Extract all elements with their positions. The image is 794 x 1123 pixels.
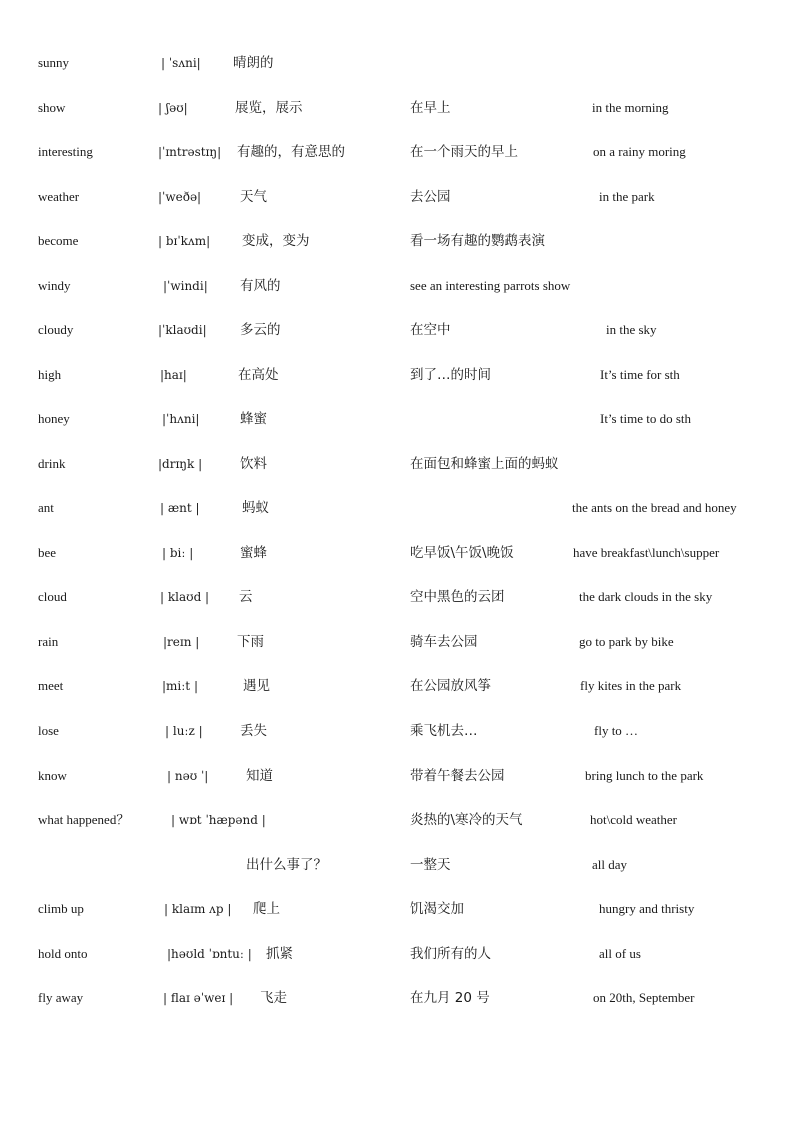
phrase-english: see an interesting parrots show: [410, 278, 571, 293]
vocab-meaning: 在高处: [238, 367, 279, 383]
vocab-phonetic: |drɪŋk |: [158, 457, 203, 471]
vocab-meaning: 展览，展示: [235, 100, 303, 116]
phrase-english: hot\cold weather: [590, 812, 677, 827]
vocab-phonetic: |ˈklaʊdi|: [158, 323, 207, 337]
phrase-english: hungry and thristy: [599, 901, 695, 916]
vocab-meaning: 爬上: [253, 901, 280, 917]
vocab-row: [0, 275, 794, 297]
phrase-chinese: 带着午餐去公园: [410, 768, 505, 784]
vocab-row: [0, 186, 794, 208]
phrase-english: in the park: [599, 189, 655, 204]
phrase-chinese: 一整天: [410, 857, 451, 873]
vocab-meaning: 遇见: [243, 678, 270, 694]
vocab-phonetic: |həʊld ˈɒntuː |: [167, 947, 252, 961]
phrase-chinese: 看一场有趣的鹦鹉表演: [410, 233, 545, 249]
vocab-meaning: 抓紧: [266, 946, 293, 962]
vocab-word: rain: [38, 634, 59, 649]
vocab-row: [0, 408, 794, 430]
vocab-word: cloudy: [38, 322, 74, 337]
vocab-row: [0, 542, 794, 564]
vocab-word: show: [38, 100, 66, 115]
vocab-word: climb up: [38, 901, 84, 916]
phrase-english: the ants on the bread and honey: [572, 500, 737, 515]
vocab-phonetic: |reɪn |: [163, 635, 200, 649]
vocab-row: [0, 765, 794, 787]
vocab-word: know: [38, 768, 67, 783]
vocab-row: [0, 854, 794, 876]
vocab-meaning: 天气: [240, 189, 267, 205]
vocab-word: weather: [38, 189, 80, 204]
vocab-word: hold onto: [38, 946, 88, 961]
vocab-word: cloud: [38, 589, 67, 604]
vocab-phonetic: | bɪˈkʌm|: [158, 234, 211, 248]
vocab-phonetic: | ʃəʊ|: [158, 101, 188, 115]
vocab-meaning: 知道: [246, 768, 273, 784]
vocab-row: [0, 497, 794, 519]
vocab-word: drink: [38, 456, 66, 471]
vocab-phonetic: | klaʊd |: [160, 590, 210, 604]
phrase-chinese: 在面包和蜂蜜上面的蚂蚁: [410, 456, 559, 472]
vocab-word: lose: [38, 723, 59, 738]
vocab-row: [0, 809, 794, 831]
phrase-chinese: 去公园: [410, 189, 451, 205]
vocab-row: [0, 141, 794, 163]
vocab-word: meet: [38, 678, 64, 693]
phrase-chinese: 饥渴交加: [410, 901, 464, 917]
vocab-meaning: 变成，变为: [242, 233, 310, 249]
vocab-row: [0, 987, 794, 1009]
vocab-phonetic: |haɪ|: [160, 368, 187, 382]
vocab-row: [0, 52, 794, 74]
vocab-row: [0, 720, 794, 742]
vocab-meaning: 飞走: [260, 990, 287, 1006]
phrase-chinese: 到了…的时间: [410, 367, 491, 383]
phrase-english: the dark clouds in the sky: [579, 589, 713, 604]
phrase-english: It’s time for sth: [600, 367, 680, 382]
phrase-english: go to park by bike: [579, 634, 674, 649]
vocab-word: ant: [38, 500, 54, 515]
vocab-word: sunny: [38, 55, 70, 70]
phrase-chinese: 在一个雨天的早上: [410, 144, 518, 160]
vocab-word: windy: [38, 278, 71, 293]
phrase-chinese: 乘飞机去…: [410, 723, 478, 739]
vocab-word: bee: [38, 545, 57, 560]
vocab-phonetic: | nəʊ ˈ|: [167, 769, 209, 783]
phrase-chinese: 在公园放风筝: [410, 678, 491, 694]
vocab-phonetic: | flaɪ əˈweɪ |: [163, 991, 234, 1005]
vocab-word: high: [38, 367, 62, 382]
vocab-row: [0, 453, 794, 475]
phrase-english: on 20th, September: [593, 990, 695, 1005]
phrase-chinese: 在空中: [410, 322, 451, 338]
vocab-meaning: 有趣的，有意思的: [237, 144, 345, 160]
vocab-row: [0, 631, 794, 653]
vocab-phonetic: |ˈɪntrəstɪŋ|: [158, 145, 222, 159]
vocab-meaning: 晴朗的: [233, 55, 274, 71]
phrase-english: It’s time to do sth: [600, 411, 691, 426]
vocab-meaning: 多云的: [240, 322, 281, 338]
phrase-chinese: 骑车去公园: [410, 634, 478, 650]
vocab-phonetic: |ˈwindi|: [163, 279, 208, 293]
phrase-english: all day: [592, 857, 628, 872]
phrase-english: fly to …: [594, 723, 639, 738]
vocab-meaning: 出什么事了？: [246, 857, 327, 873]
vocab-phonetic: | wɒt ˈhæpənd |: [171, 813, 266, 827]
vocab-phonetic: |ˈhʌni|: [162, 412, 200, 426]
vocab-row: [0, 943, 794, 965]
vocab-row: [0, 586, 794, 608]
vocab-phonetic: |ˈweðə|: [158, 190, 202, 204]
vocab-meaning: 蜂蜜: [240, 411, 267, 427]
vocab-row: [0, 97, 794, 119]
vocab-phonetic: | ˈsʌni|: [161, 56, 201, 70]
vocab-meaning: 蚂蚁: [242, 500, 269, 516]
vocab-row: [0, 319, 794, 341]
vocab-row: [0, 898, 794, 920]
phrase-chinese: 炎热的\寒冷的天气: [410, 812, 523, 828]
vocab-word: become: [38, 233, 79, 248]
vocab-meaning: 丢失: [240, 723, 267, 739]
vocab-meaning: 饮料: [240, 456, 267, 472]
vocab-row: [0, 364, 794, 386]
phrase-chinese: 空中黑色的云团: [410, 589, 505, 605]
phrase-chinese: 我们所有的人: [410, 946, 491, 962]
phrase-english: in the sky: [606, 322, 657, 337]
vocab-meaning: 蜜蜂: [240, 545, 267, 561]
phrase-english: fly kites in the park: [580, 678, 682, 693]
vocab-meaning: 下雨: [237, 634, 264, 650]
phrase-english: have breakfast\lunch\supper: [573, 545, 720, 560]
vocab-word: interesting: [38, 144, 93, 159]
vocab-word: honey: [38, 411, 70, 426]
vocab-phonetic: | luːz |: [165, 724, 203, 738]
phrase-english: on a rainy moring: [593, 144, 686, 159]
vocab-row: [0, 675, 794, 697]
phrase-english: all of us: [599, 946, 641, 961]
phrase-english: in the morning: [592, 100, 669, 115]
vocab-word: what happened？: [38, 812, 130, 827]
phrase-chinese: 在早上: [410, 100, 451, 116]
vocab-phonetic: | klaɪm ʌp |: [164, 902, 232, 916]
phrase-english: bring lunch to the park: [585, 768, 704, 783]
vocab-word: fly away: [38, 990, 84, 1005]
vocab-meaning: 云: [239, 589, 253, 605]
phrase-chinese: 在九月 20 号: [410, 990, 490, 1006]
vocab-phonetic: | ænt |: [160, 501, 200, 515]
vocab-meaning: 有风的: [240, 278, 281, 294]
vocab-phonetic: | biː |: [162, 546, 194, 560]
phrase-chinese: 吃早饭\午饭\晚饭: [410, 545, 514, 561]
vocab-row: [0, 230, 794, 252]
vocab-phonetic: |miːt |: [162, 679, 198, 693]
